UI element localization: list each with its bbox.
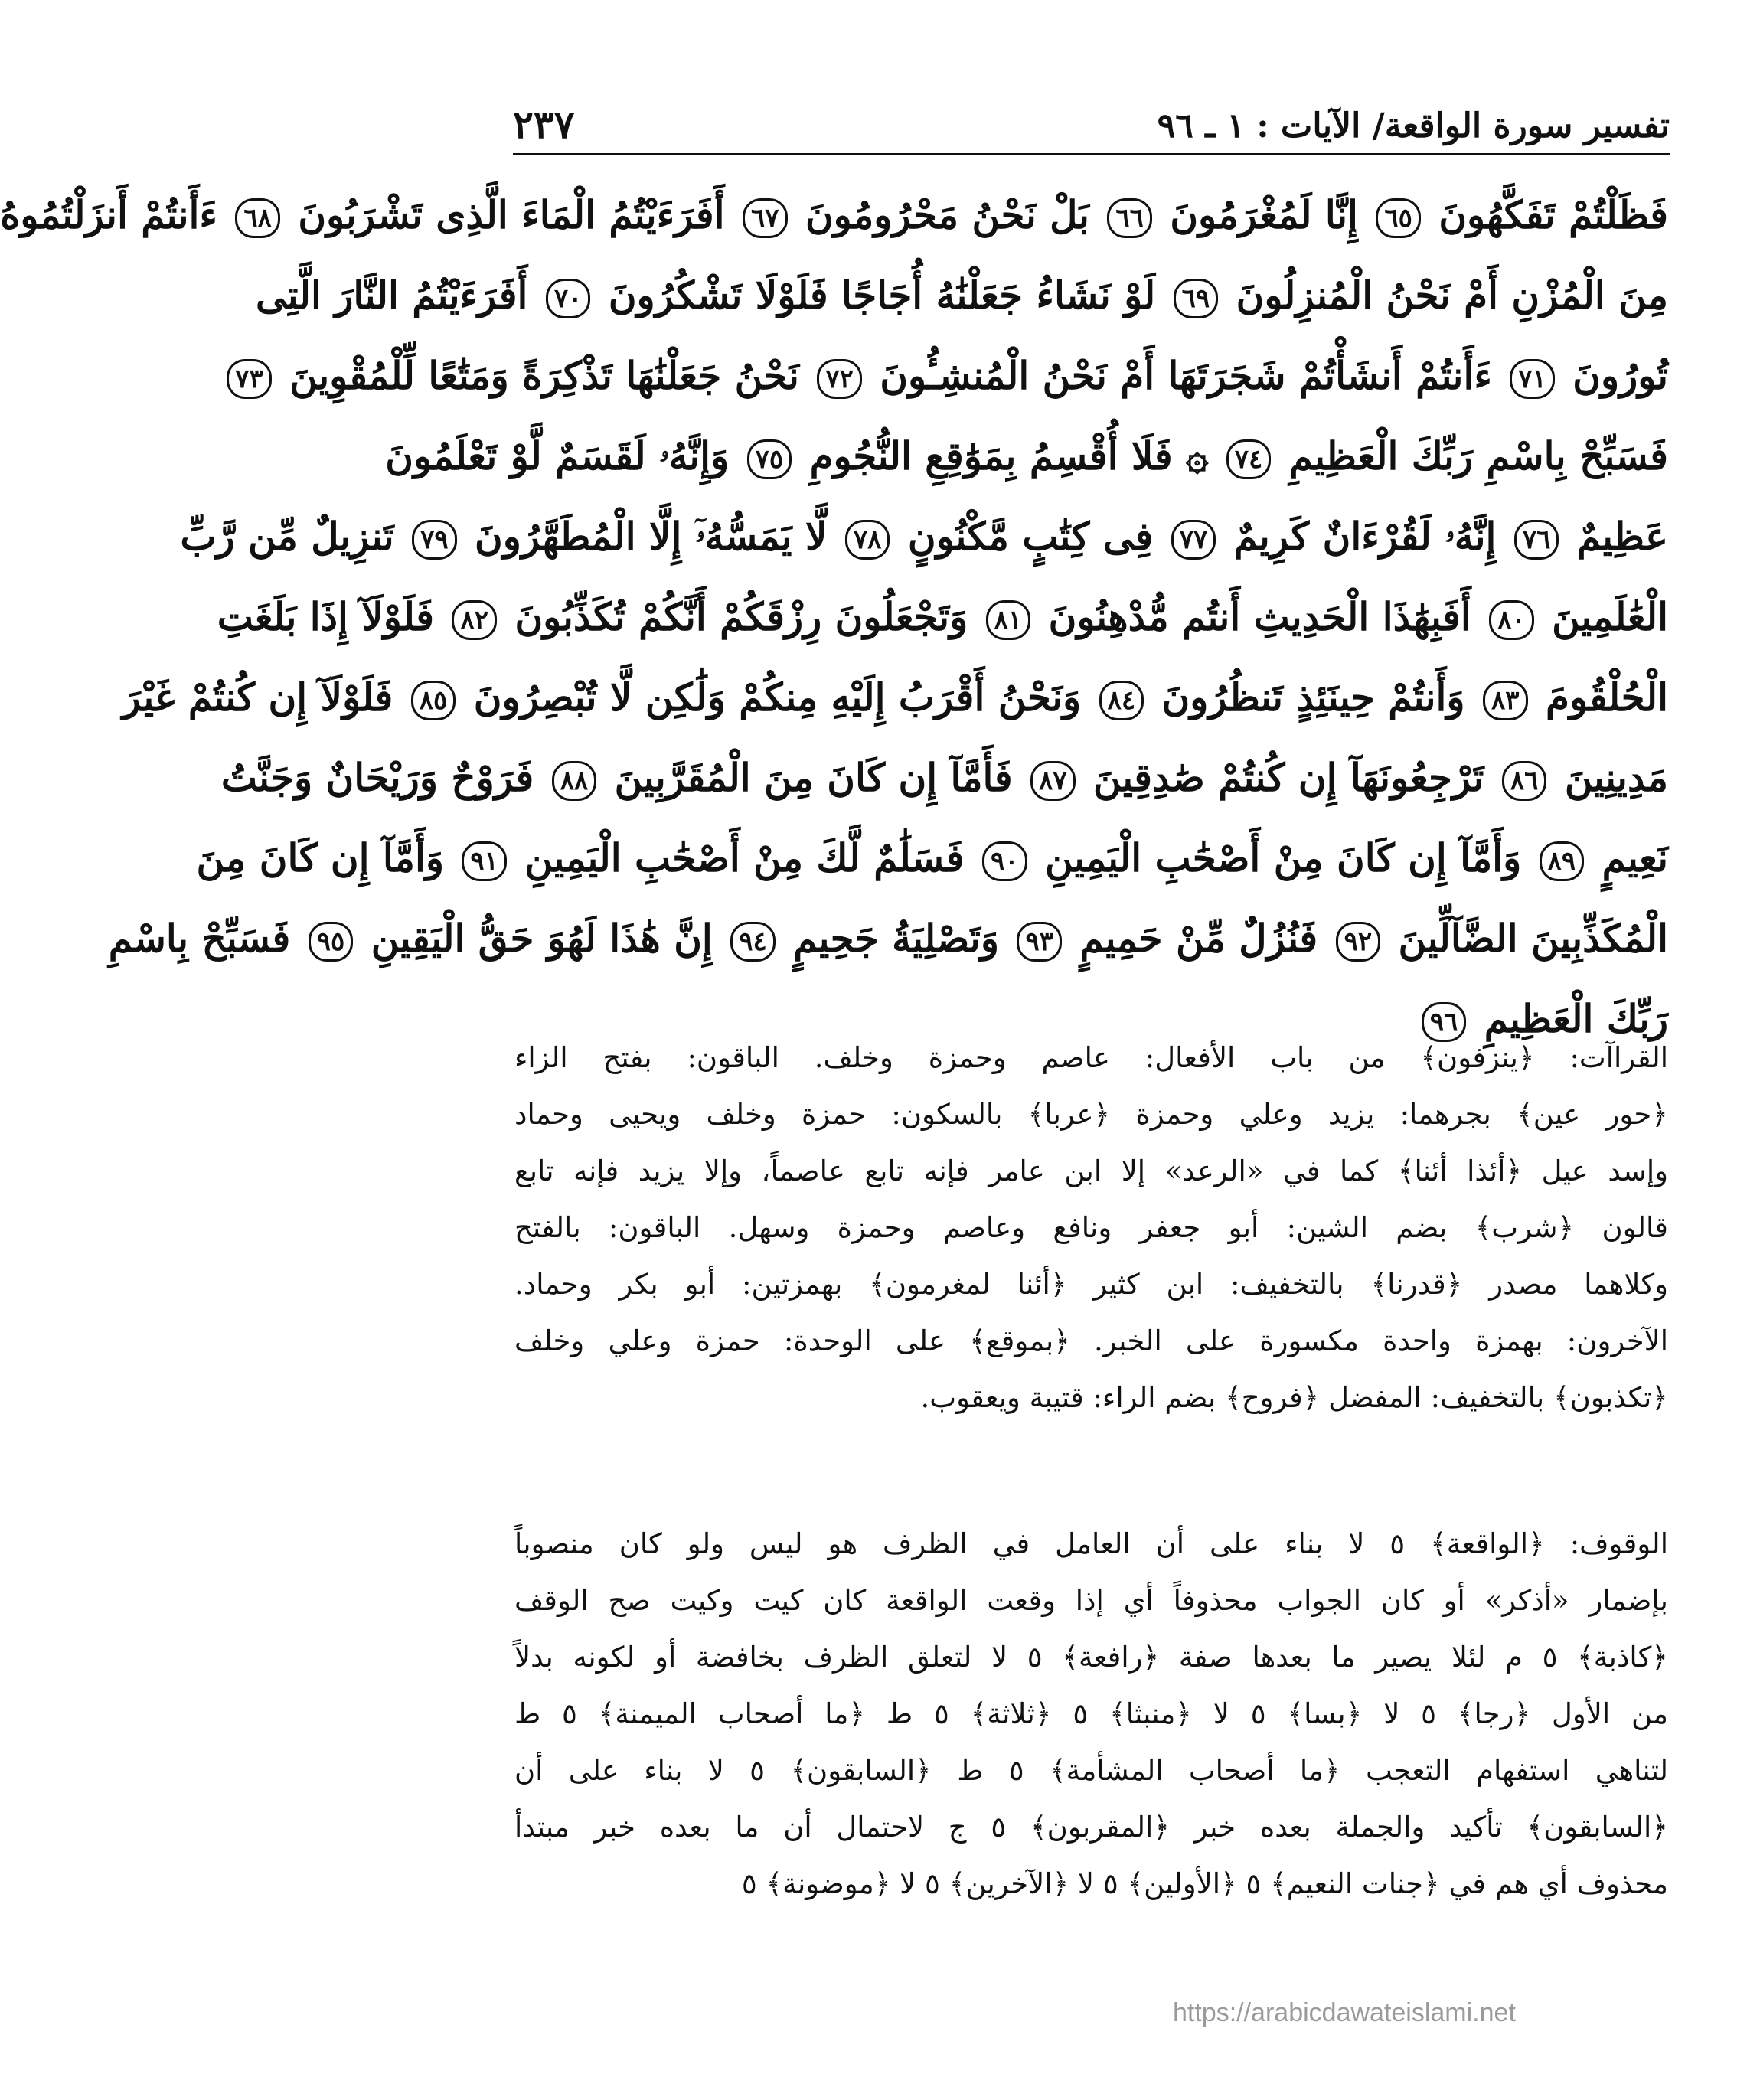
- verse-text: ءَأَنتُمْ أَنشَأْتُمْ شَجَرَتَهَا أَمْ نَحْنُ الْمُنشِـُٔونَ: [880, 353, 1492, 398]
- readings-line: ﴿تكذبون﴾ بالتخفيف: المفضل ﴿فروح﴾ بضم الراء: قتيبة ويعقوب.: [920, 1381, 1668, 1414]
- verse-line: [122, 657, 1668, 737]
- verse-number-marker: ٩٤: [730, 922, 776, 962]
- readings-line: الآخرون: بهمزة واحدة مكسورة على الخبر. ﴿بموقع﴾ على الوحدة: حمزة وعلي وخلف: [514, 1324, 1668, 1357]
- verse-number-marker: ٨٧: [1030, 761, 1076, 801]
- verse-number-marker: ٨٤: [1099, 681, 1144, 720]
- verse-number-marker: ٦٨: [235, 198, 280, 238]
- verse-text: وَأَنتُمْ حِينَئِذٍ تَنظُرُونَ: [1161, 674, 1465, 720]
- verse-number-marker: ٩٥: [309, 922, 354, 962]
- verse-number-marker: ٧٤: [1226, 439, 1272, 479]
- verse-number-marker: ٩٣: [1017, 922, 1062, 962]
- verse-line: [0, 175, 1668, 255]
- verse-text: فَأَمَّآ إِن كَانَ مِنَ الْمُقَرَّبِينَ: [614, 755, 1013, 800]
- verse-text: إِنَّ هَٰذَا لَهُوَ حَقُّ الْيَقِينِ: [371, 916, 713, 961]
- verse-text: ءَأَنتُمْ أَنزَلْتُمُوهُ: [0, 192, 217, 237]
- verse-text: فَسَبِّحْ بِاسْمِ رَبِّكَ الْعَظِيمِ: [1288, 433, 1668, 478]
- verse-text: رَبِّكَ الْعَظِيمِ: [1484, 996, 1668, 1041]
- verse-text: فَظَلْتُمْ تَفَكَّهُونَ: [1438, 192, 1668, 237]
- verse-number-marker: ٩٠: [982, 841, 1027, 881]
- verse-line: [217, 576, 1668, 657]
- verse-number-marker: ٦٦: [1107, 198, 1152, 238]
- readings-line: ﴿حور عين﴾ بجرهما: يزيد وعلي وحمزة ﴿عربا﴾ بالسكون: حمزة وخلف ويحيى وحماد: [514, 1098, 1668, 1131]
- verse-text: وَأَمَّآ إِن كَانَ مِنَ: [196, 835, 444, 880]
- verse-number-marker: ٨٠: [1489, 600, 1534, 640]
- verse-text: إِنَّا لَمُغْرَمُونَ: [1170, 192, 1358, 237]
- verse-number-marker: ٨٦: [1502, 761, 1547, 801]
- verse-text: نَعِيمٍ: [1602, 835, 1668, 880]
- readings-line: وإسد عيل ﴿أئذا أئنا﴾ كما في «الرعد» إلا ابن عامر فإنه تابع عاصماً، وإلا يزيد فإنه تابع: [514, 1155, 1668, 1187]
- verse-line: [255, 255, 1668, 335]
- verse-number-marker: ٨٨: [552, 761, 597, 801]
- verse-number-marker: ٦٧: [743, 198, 788, 238]
- verse-number-marker: ٩١: [462, 841, 507, 881]
- verse-number-marker: ٧١: [1510, 359, 1555, 399]
- verse-text: وَإِنَّهُۥ لَقَسَمٌ لَّوْ تَعْلَمُونَ: [385, 433, 730, 478]
- running-header: [513, 92, 1670, 155]
- verse-number-marker: ٩٢: [1336, 922, 1381, 962]
- verse-text: وَأَمَّآ إِن كَانَ مِنْ أَصْحَٰبِ الْيَمِينِ: [1044, 835, 1522, 880]
- verse-text: فَلَوْلَآ إِن كُنتُمْ غَيْرَ: [122, 674, 393, 720]
- verse-text: وَتَجْعَلُونَ رِزْقَكُمْ أَنَّكُمْ تُكَذِّبُونَ: [514, 594, 968, 639]
- verse-text: أَفَرَءَيْتُمُ النَّارَ الَّتِى: [255, 273, 528, 318]
- stops-line: بإضمار «أذكر» أو كان الجواب محذوفاً أي إذا وقعت الواقعة كان كيت وكيت صح الوقف: [514, 1584, 1668, 1617]
- stops-line: لتناهي استفهام التعجب ﴿ما أصحاب المشأمة﴾ ٥ ط ﴿السابقون﴾ ٥ لا بناء على أن: [514, 1754, 1669, 1787]
- verse-text: وَتَصْلِيَةُ جَحِيمٍ: [793, 916, 1000, 961]
- verse-number-marker: ٨١: [986, 600, 1031, 640]
- stops-line: الوقوف: ﴿الواقعة﴾ ٥ لا بناء على أن العامل في الظرف هو ليس ولو كان منصوباً: [514, 1527, 1668, 1560]
- verse-number-marker: ٧٧: [1171, 520, 1216, 560]
- verse-text: فَرَوْحٌ وَرَيْحَانٌ وَجَنَّتُ: [220, 755, 534, 800]
- verse-line: [180, 496, 1668, 576]
- verse-number-marker: ٧٩: [412, 520, 457, 560]
- verse-text: الْحُلْقُومَ: [1545, 674, 1668, 720]
- readings-line: وكلاهما مصدر ﴿قدرنا﴾ بالتخفيف: ابن كثير ﴿أئنا لمغرمون﴾ بهمزتين: أبو بكر وحماد.: [514, 1268, 1668, 1301]
- readings-line: قالون ﴿شرب﴾ بضم الشين: أبو جعفر ونافع وعاصم وحمزة وسهل. الباقون: بالفتح: [514, 1211, 1668, 1244]
- verse-number-marker: ٧٢: [817, 359, 862, 399]
- verse-text: الْعَٰلَمِينَ: [1552, 594, 1668, 639]
- verse-text: فَلَوْلَآ إِذَا بَلَغَتِ: [217, 594, 435, 639]
- verse-text: مِنَ الْمُزْنِ أَمْ نَحْنُ الْمُنزِلُونَ: [1236, 273, 1668, 318]
- page-number: ٢٣٧: [513, 102, 575, 147]
- verse-line: [385, 416, 1668, 496]
- verse-text: مَدِينِينَ: [1564, 755, 1668, 800]
- stops-line: ﴿السابقون﴾ تأكيد والجملة بعده خبر ﴿المقربون﴾ ٥ ج لاحتمال أن ما بعده خبر مبتدأ: [514, 1811, 1669, 1844]
- verse-number-marker: ٨٩: [1540, 841, 1585, 881]
- verse-line: [108, 898, 1668, 978]
- verse-number-marker: ٧٠: [546, 279, 591, 318]
- readings-section: [514, 1030, 1668, 1481]
- verse-text: لَّا يَمَسُّهُۥٓ إِلَّا الْمُطَهَّرُونَ: [475, 514, 828, 559]
- verse-text: نَحْنُ جَعَلْنَٰهَا تَذْكِرَةً وَمَتَٰعًا لِّلْمُقْوِينَ: [289, 353, 799, 398]
- verse-text: فَسَبِّحْ بِاسْمِ: [108, 916, 291, 961]
- verse-number-marker: ٧٨: [845, 520, 890, 560]
- verse-number-marker: ٦٥: [1376, 198, 1421, 238]
- verse-text: فِى كِتَٰبٍ مَّكْنُونٍ: [907, 514, 1154, 559]
- stops-line: محذوف أي هم في ﴿جنات النعيم﴾ ٥ ﴿الأولين﴾ ٥ لا ﴿الآخرين﴾ ٥ لا ﴿موضونة﴾ ٥: [741, 1867, 1668, 1900]
- quran-verses-block: [0, 175, 1668, 1041]
- verse-text: فَسَلَٰمٌ لَّكَ مِنْ أَصْحَٰبِ الْيَمِينِ: [524, 835, 965, 880]
- verse-text: أَفَبِهَٰذَا الْحَدِيثِ أَنتُم مُّدْهِنُونَ: [1048, 594, 1471, 639]
- verse-text: لَوْ نَشَاءُ جَعَلْنَٰهُ أُجَاجًا فَلَوْلَا تَشْكُرُونَ: [608, 273, 1156, 318]
- verse-text: تَنزِيلٌ مِّن رَّبِّ: [180, 514, 394, 559]
- stops-line: ﴿كاذبة﴾ ٥ م لئلا يصير ما بعدها صفة ﴿رافعة﴾ ٥ لا لتعلق الظرف بخافضة أو لكونه بدلاً: [514, 1641, 1668, 1674]
- readings-line: القراآت: ﴿ينزفون﴾ من باب الأفعال: عاصم وحمزة وخلف. الباقون: بفتح الزاء: [514, 1041, 1668, 1074]
- verse-number-marker: ٨٢: [452, 600, 497, 640]
- verse-number-marker: ٦٩: [1174, 279, 1219, 318]
- verse-number-marker: ٩٦: [1422, 1002, 1467, 1042]
- verse-text: إِنَّهُۥ لَقُرْءَانٌ كَرِيمٌ: [1233, 514, 1497, 559]
- stops-line: من الأول ﴿رجا﴾ ٥ لا ﴿بسا﴾ ٥ لا ﴿منبثا﴾ ٥ ﴿ثلاثة﴾ ٥ ط ﴿ما أصحاب الميمنة﴾ ٥ ط: [514, 1697, 1668, 1730]
- header-title: تفسير سورة الواقعة/ الآيات : ١ ـ ٩٦: [1157, 106, 1670, 145]
- verse-text: بَلْ نَحْنُ مَحْرُومُونَ: [805, 192, 1089, 237]
- verse-text: ۞ فَلَا أُقْسِمُ بِمَوَٰقِعِ النُّجُومِ: [809, 433, 1209, 478]
- stops-section: [514, 1516, 1668, 1998]
- verse-number-marker: ٧٦: [1514, 520, 1559, 560]
- verse-text: تُورُونَ: [1572, 353, 1668, 398]
- verse-text: تَرْجِعُونَهَآ إِن كُنتُمْ صَٰدِقِينَ: [1093, 755, 1484, 800]
- verse-text: وَنَحْنُ أَقْرَبُ إِلَيْهِ مِنكُمْ وَلَٰكِن لَّا تُبْصِرُونَ: [473, 674, 1082, 720]
- verse-text: أَفَرَءَيْتُمُ الْمَاءَ الَّذِى تَشْرَبُونَ: [298, 192, 725, 237]
- verse-line: [220, 737, 1668, 818]
- verse-text: فَنُزُلٌ مِّنْ حَمِيمٍ: [1079, 916, 1318, 961]
- verse-number-marker: ٨٥: [411, 681, 456, 720]
- verse-text: عَظِيمٌ: [1576, 514, 1668, 559]
- verse-number-marker: ٧٣: [227, 359, 272, 399]
- verse-number-marker: ٨٣: [1483, 681, 1528, 720]
- watermark: https://arabicdawateislami.net: [1173, 1998, 1516, 2027]
- verse-line: [196, 818, 1668, 898]
- verse-number-marker: ٧٥: [747, 439, 792, 479]
- verse-line: [235, 335, 1668, 416]
- verse-text: الْمُكَذِّبِينَ الضَّآلِّينَ: [1398, 916, 1668, 961]
